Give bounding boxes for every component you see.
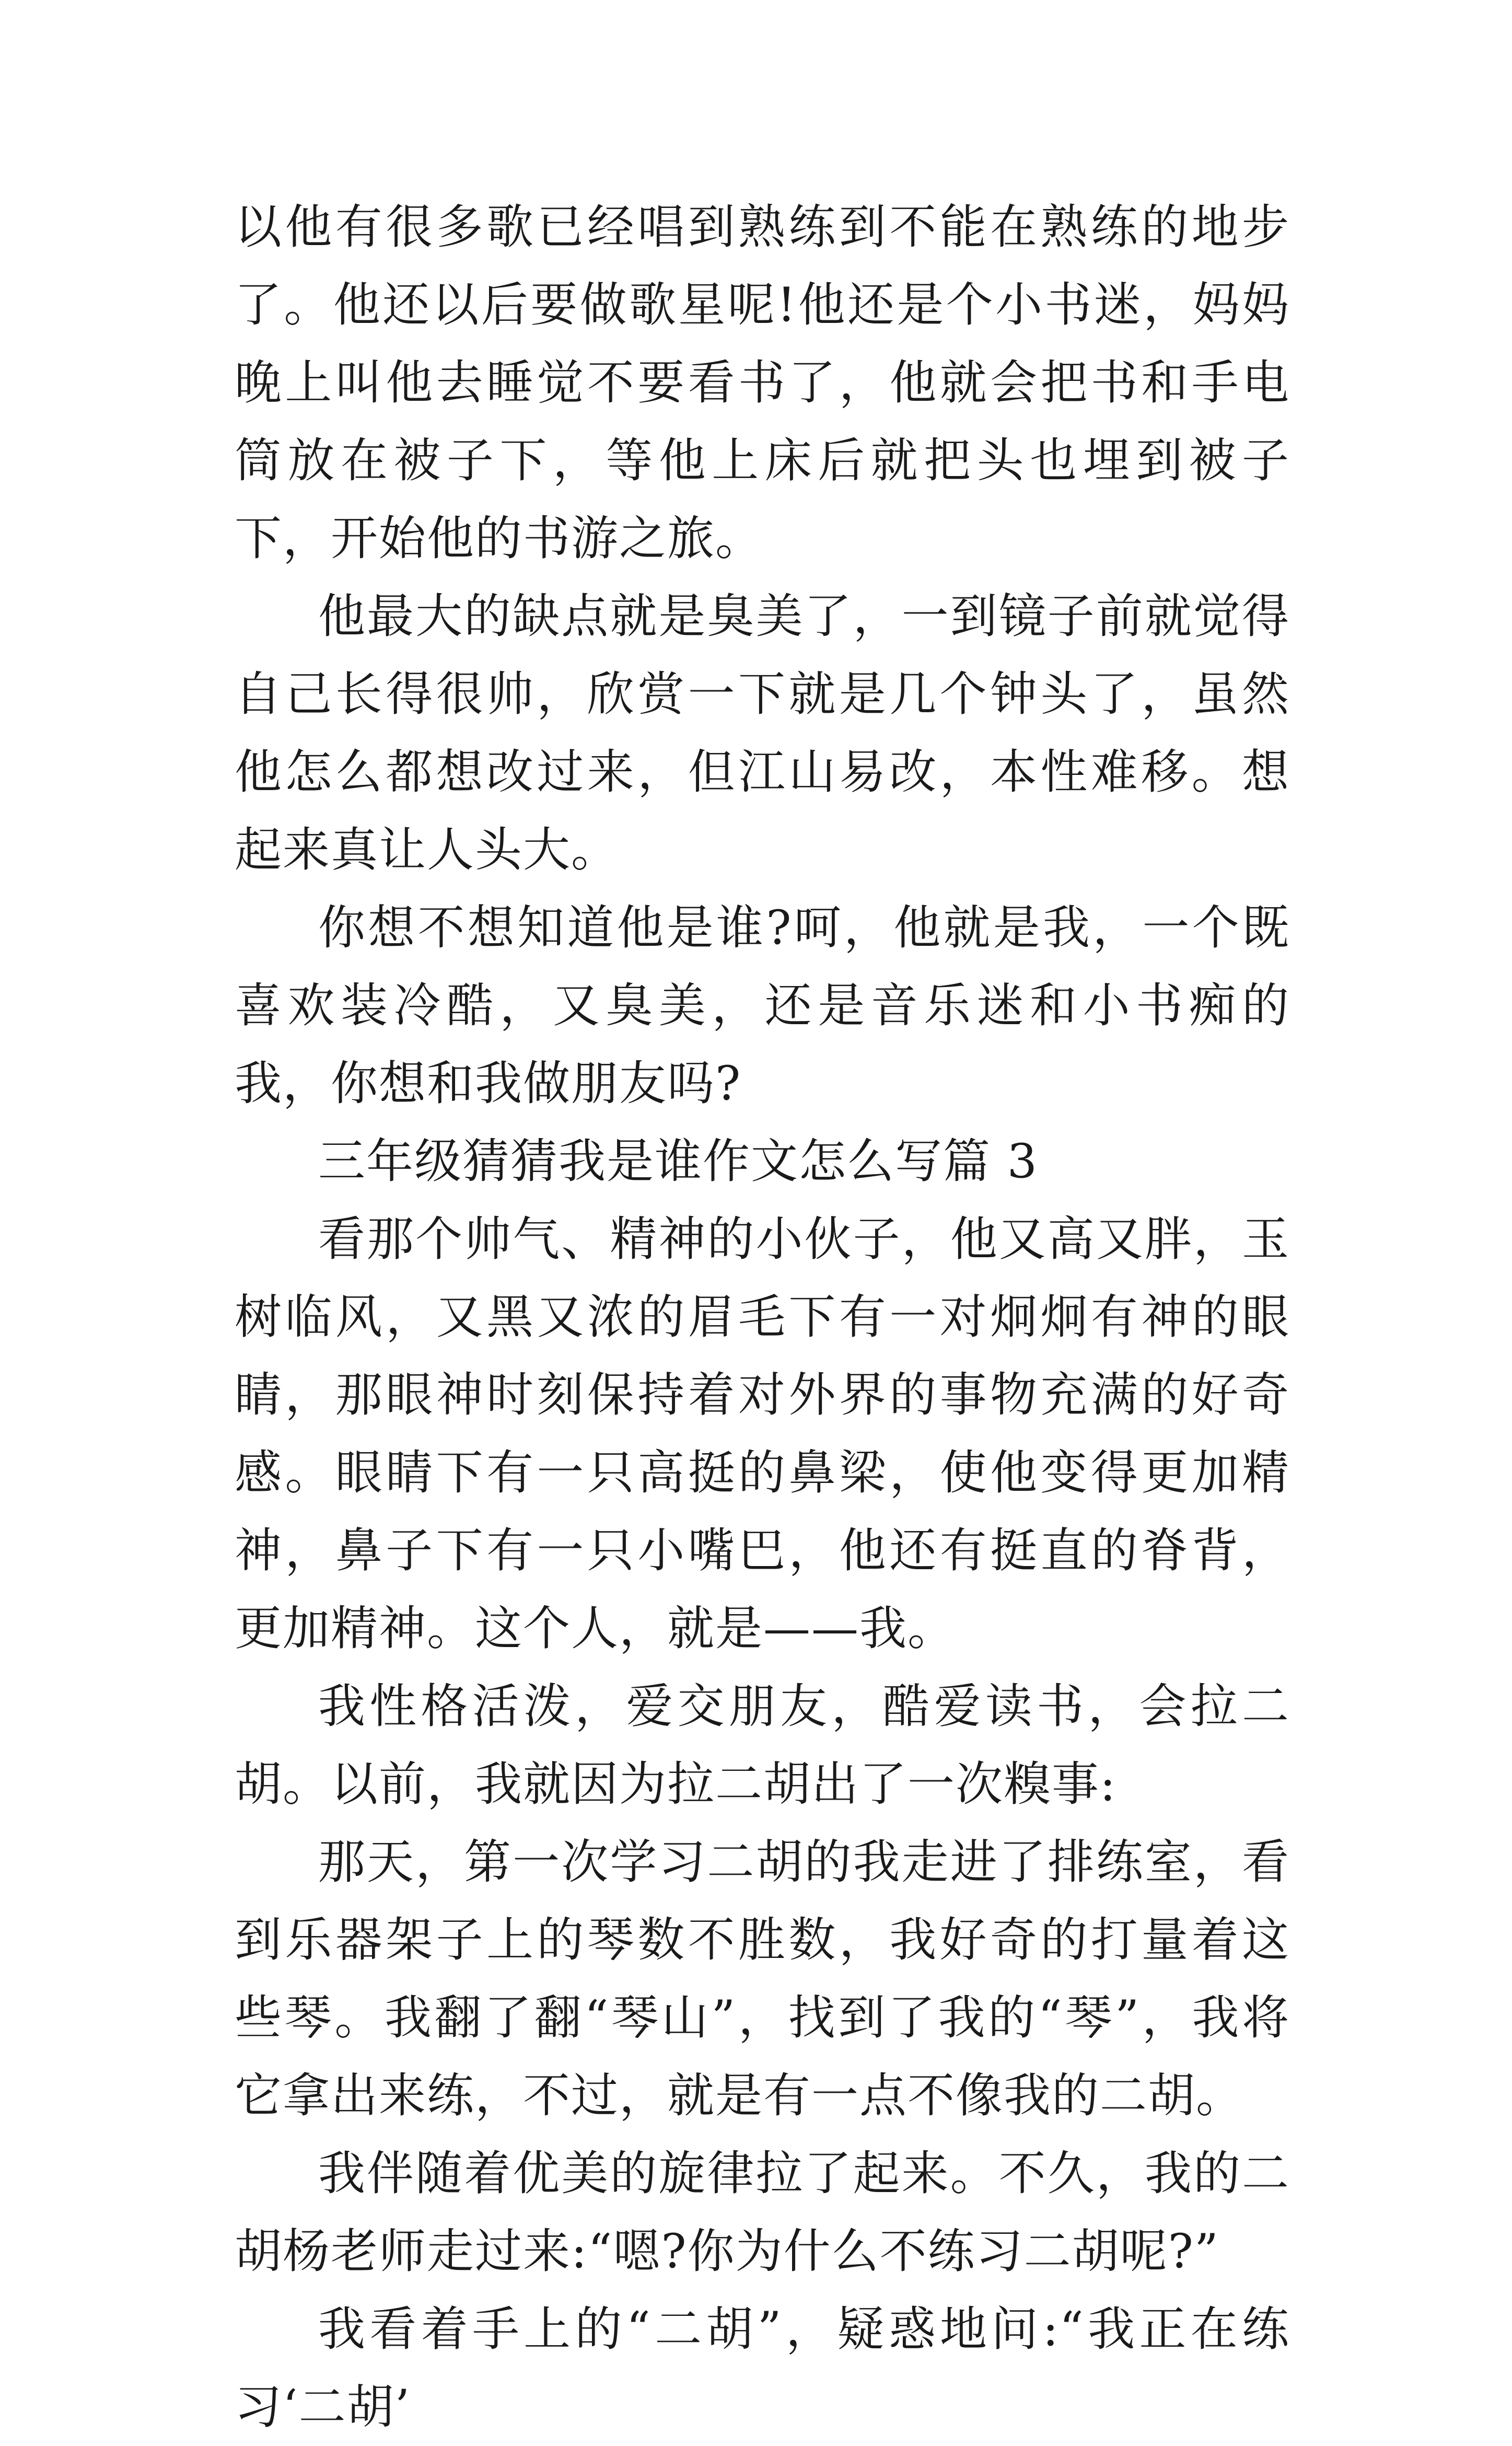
paragraph-8: 我看着手上的“二胡”，疑惑地问:“我正在练习‘二胡’	[235, 2302, 1290, 2435]
section-heading: 三年级猜猜我是谁作文怎么写篇 3	[318, 1134, 1038, 1189]
paragraph-6: 那天，第一次学习二胡的我走进了排练室，看到乐器架子上的琴数不胜数，我好奇的打量着这些琴。我翻了翻“琴山”，找到了我的“琴”，我将它拿出来练，不过，就是有一点不像我的二胡。	[235, 1835, 1290, 2123]
paragraph-3: 你想不想知道他是谁?呵，他就是我，一个既喜欢装冷酷，又臭美，还是音乐迷和小书痴的我，你想和我做朋友吗?	[235, 900, 1290, 1111]
body-text	[235, 188, 1290, 2446]
paragraph-5: 我性格活泼，爱交朋友，酷爱读书，会拉二胡。以前，我就因为拉二胡出了一次糗事:	[235, 1679, 1290, 1812]
paragraph-4: 看那个帅气、精神的小伙子，他又高又胖，玉树临风，又黑又浓的眉毛下有一对炯炯有神的眼睛，那眼神时刻保持着对外界的事物充满的好奇感。眼睛下有一只高挺的鼻梁，使他变得更加精神，鼻子下有一只小嘴巴，他还有挺直的脊背，更加精神。这个人，就是——我。	[235, 1212, 1290, 1656]
paragraph-2: 他最大的缺点就是臭美了，一到镜子前就觉得自己长得很帅，欣赏一下就是几个钟头了，虽然他怎么都想改过来，但江山易改，本性难移。想起来真让人头大。	[235, 589, 1290, 877]
paragraph-1: 以他有很多歌已经唱到熟练到不能在熟练的地步了。他还以后要做歌星呢!他还是个小书迷，妈妈晚上叫他去睡觉不要看书了，他就会把书和手电筒放在被子下，等他上床后就把头也埋到被子下，开始他的书游之旅。	[235, 200, 1290, 566]
paragraph-7: 我伴随着优美的旋律拉了起来。不久，我的二胡杨老师走过来:“嗯?你为什么不练习二胡呢?”	[235, 2146, 1290, 2279]
